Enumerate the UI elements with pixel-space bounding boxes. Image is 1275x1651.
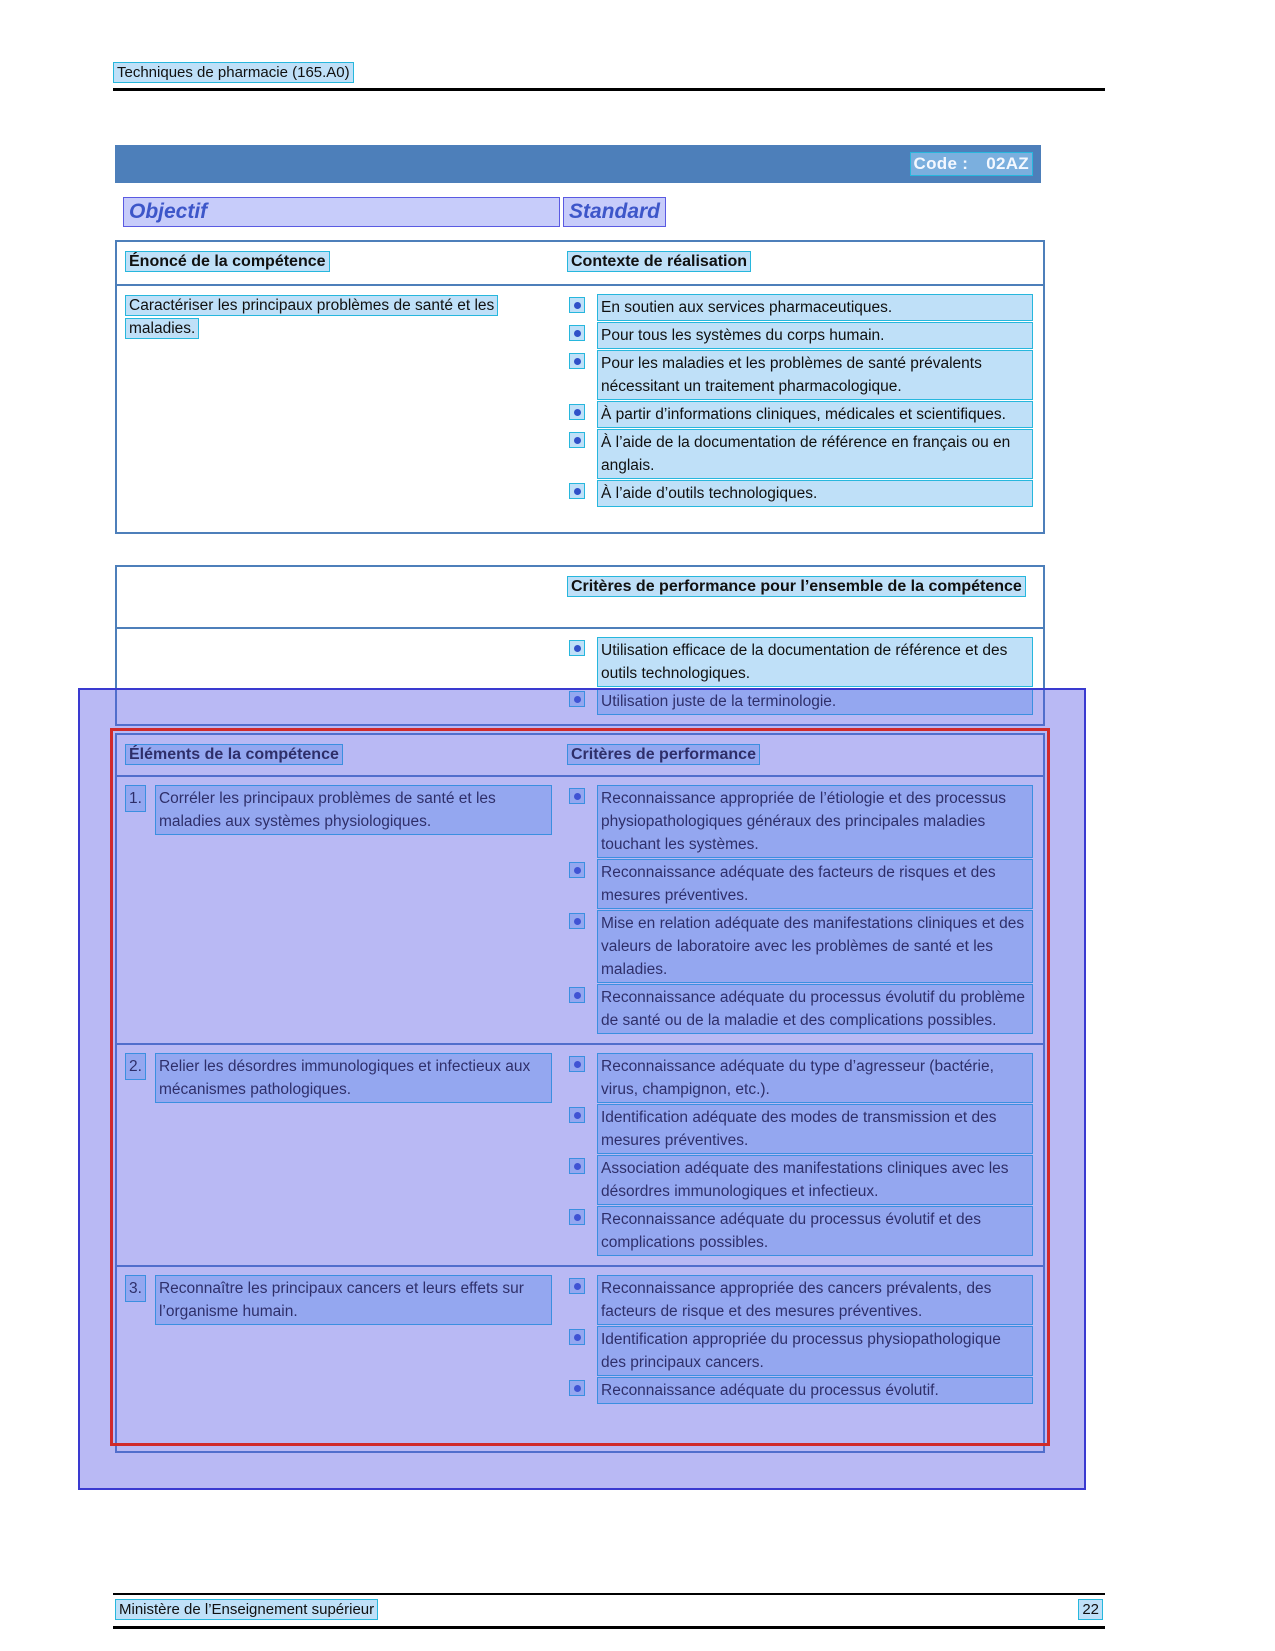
col-header-enonce: Énoncé de la compétence xyxy=(125,251,330,272)
col-header-contexte: Contexte de réalisation xyxy=(567,251,751,272)
element-text: Reconnaître les principaux cancers et leurs effets sur l’organisme humain. xyxy=(155,1275,552,1325)
competence-table xyxy=(115,240,1045,534)
element-number: 3. xyxy=(125,1275,146,1302)
criterion-text: Reconnaissance adéquate des facteurs de risques et des mesures préventives. xyxy=(597,859,1033,909)
global-criteria-list xyxy=(567,637,1033,715)
bullet-icon xyxy=(569,788,585,804)
elements-table xyxy=(115,733,1045,1453)
global-criteria-item-text: Utilisation juste de la terminologie. xyxy=(597,688,1033,715)
standard-heading: Standard xyxy=(563,197,666,227)
context-item xyxy=(569,322,1033,349)
code-bar xyxy=(115,145,1041,183)
criteria-list xyxy=(567,785,1033,1034)
elements-table-header xyxy=(117,735,1043,777)
bullet-icon xyxy=(569,483,585,499)
header-title: Techniques de pharmacie (165.A0) xyxy=(113,62,354,83)
criterion-item xyxy=(569,1155,1033,1205)
bullet-icon xyxy=(569,404,585,420)
criteria-list xyxy=(567,1275,1033,1404)
criterion-text: Reconnaissance adéquate du processus évolutif du problème de santé ou de la maladie et des complications possibles. xyxy=(597,984,1033,1034)
section-headings xyxy=(123,197,1049,233)
elements-table-rows xyxy=(117,777,1043,1451)
element-row xyxy=(117,777,1043,1043)
global-criteria-header xyxy=(117,567,1043,629)
criterion-item xyxy=(569,1104,1033,1154)
criterion-item xyxy=(569,1053,1033,1103)
criterion-text: Reconnaissance adéquate du processus évolutif. xyxy=(597,1377,1033,1404)
competence-table-header xyxy=(117,242,1043,286)
context-item xyxy=(569,350,1033,400)
bullet-icon xyxy=(569,1278,585,1294)
context-item-text: À partir d’informations cliniques, médicales et scientifiques. xyxy=(597,401,1033,428)
element-text: Corréler les principaux problèmes de santé et les maladies aux systèmes physiologiques. xyxy=(155,785,552,835)
criterion-item xyxy=(569,1377,1033,1404)
global-criteria-item xyxy=(569,688,1033,715)
bullet-icon xyxy=(569,1329,585,1345)
criterion-text: Reconnaissance appropriée de l’étiologie et des processus physiopathologiques généraux des principales maladies touchant les systèmes. xyxy=(597,785,1033,858)
criterion-item xyxy=(569,1275,1033,1325)
bullet-icon xyxy=(569,1158,585,1174)
element-text: Relier les désordres immunologiques et infectieux aux mécanismes pathologiques. xyxy=(155,1053,552,1103)
bullet-icon xyxy=(569,640,585,656)
objectif-heading: Objectif xyxy=(123,197,560,227)
criterion-text: Association adéquate des manifestations cliniques avec les désordres immunologiques et infectieux. xyxy=(597,1155,1033,1205)
criteria-list xyxy=(567,1053,1033,1256)
bullet-icon xyxy=(569,1380,585,1396)
context-item-text: À l’aide de la documentation de référence en français ou en anglais. xyxy=(597,429,1033,479)
criterion-text: Reconnaissance appropriée des cancers prévalents, des facteurs de risque et des mesures préventives. xyxy=(597,1275,1033,1325)
competence-table-body xyxy=(117,286,1043,516)
global-criteria-title: Critères de performance pour l’ensemble de la compétence xyxy=(567,576,1026,597)
context-list xyxy=(567,294,1033,507)
code-label: Code : xyxy=(913,154,969,173)
global-criteria-item xyxy=(569,637,1033,687)
global-criteria-item-text: Utilisation efficace de la documentation de référence et des outils technologiques. xyxy=(597,637,1033,687)
global-criteria-table xyxy=(115,565,1045,726)
criterion-text: Identification adéquate des modes de transmission et des mesures préventives. xyxy=(597,1104,1033,1154)
context-item xyxy=(569,480,1033,507)
context-item xyxy=(569,294,1033,321)
document-footer xyxy=(113,1593,1105,1629)
bullet-icon xyxy=(569,1209,585,1225)
criterion-item xyxy=(569,859,1033,909)
bullet-icon xyxy=(569,913,585,929)
context-item xyxy=(569,429,1033,479)
element-row xyxy=(117,1265,1043,1451)
bullet-icon xyxy=(569,353,585,369)
bullet-icon xyxy=(569,691,585,707)
context-item-text: Pour les maladies et les problèmes de santé prévalents nécessitant un traitement pharmacologique. xyxy=(597,350,1033,400)
code-value: 02AZ xyxy=(986,154,1029,173)
code-text xyxy=(910,152,1033,176)
context-item-text: À l’aide d’outils technologiques. xyxy=(597,480,1033,507)
criterion-item xyxy=(569,785,1033,858)
criterion-item xyxy=(569,1326,1033,1376)
bullet-icon xyxy=(569,1107,585,1123)
criterion-item xyxy=(569,1206,1033,1256)
document-header xyxy=(113,64,1105,91)
footer-ministry: Ministère de l’Enseignement supérieur xyxy=(115,1599,378,1620)
col-header-elements: Éléments de la compétence xyxy=(125,744,343,765)
element-row xyxy=(117,1043,1043,1265)
bullet-icon xyxy=(569,325,585,341)
col-header-criteres: Critères de performance xyxy=(567,744,760,765)
bullet-icon xyxy=(569,987,585,1003)
bullet-icon xyxy=(569,297,585,313)
global-criteria-body xyxy=(117,629,1043,724)
criterion-text: Identification appropriée du processus physiopathologique des principaux cancers. xyxy=(597,1326,1033,1376)
criterion-item xyxy=(569,910,1033,983)
bullet-icon xyxy=(569,432,585,448)
context-item xyxy=(569,401,1033,428)
element-number: 1. xyxy=(125,785,146,812)
criterion-text: Reconnaissance adéquate du type d’agresseur (bactérie, virus, champignon, etc.). xyxy=(597,1053,1033,1103)
criterion-text: Reconnaissance adéquate du processus évolutif et des complications possibles. xyxy=(597,1206,1033,1256)
context-item-text: En soutien aux services pharmaceutiques. xyxy=(597,294,1033,321)
criterion-item xyxy=(569,984,1033,1034)
bullet-icon xyxy=(569,862,585,878)
element-number: 2. xyxy=(125,1053,146,1080)
bullet-icon xyxy=(569,1056,585,1072)
criterion-text: Mise en relation adéquate des manifestations cliniques et des valeurs de laboratoire avec les problèmes de santé et les maladies. xyxy=(597,910,1033,983)
page-number: 22 xyxy=(1078,1599,1103,1620)
context-item-text: Pour tous les systèmes du corps humain. xyxy=(597,322,1033,349)
competence-statement: Caractériser les principaux problèmes de santé et les maladies. xyxy=(125,295,498,339)
